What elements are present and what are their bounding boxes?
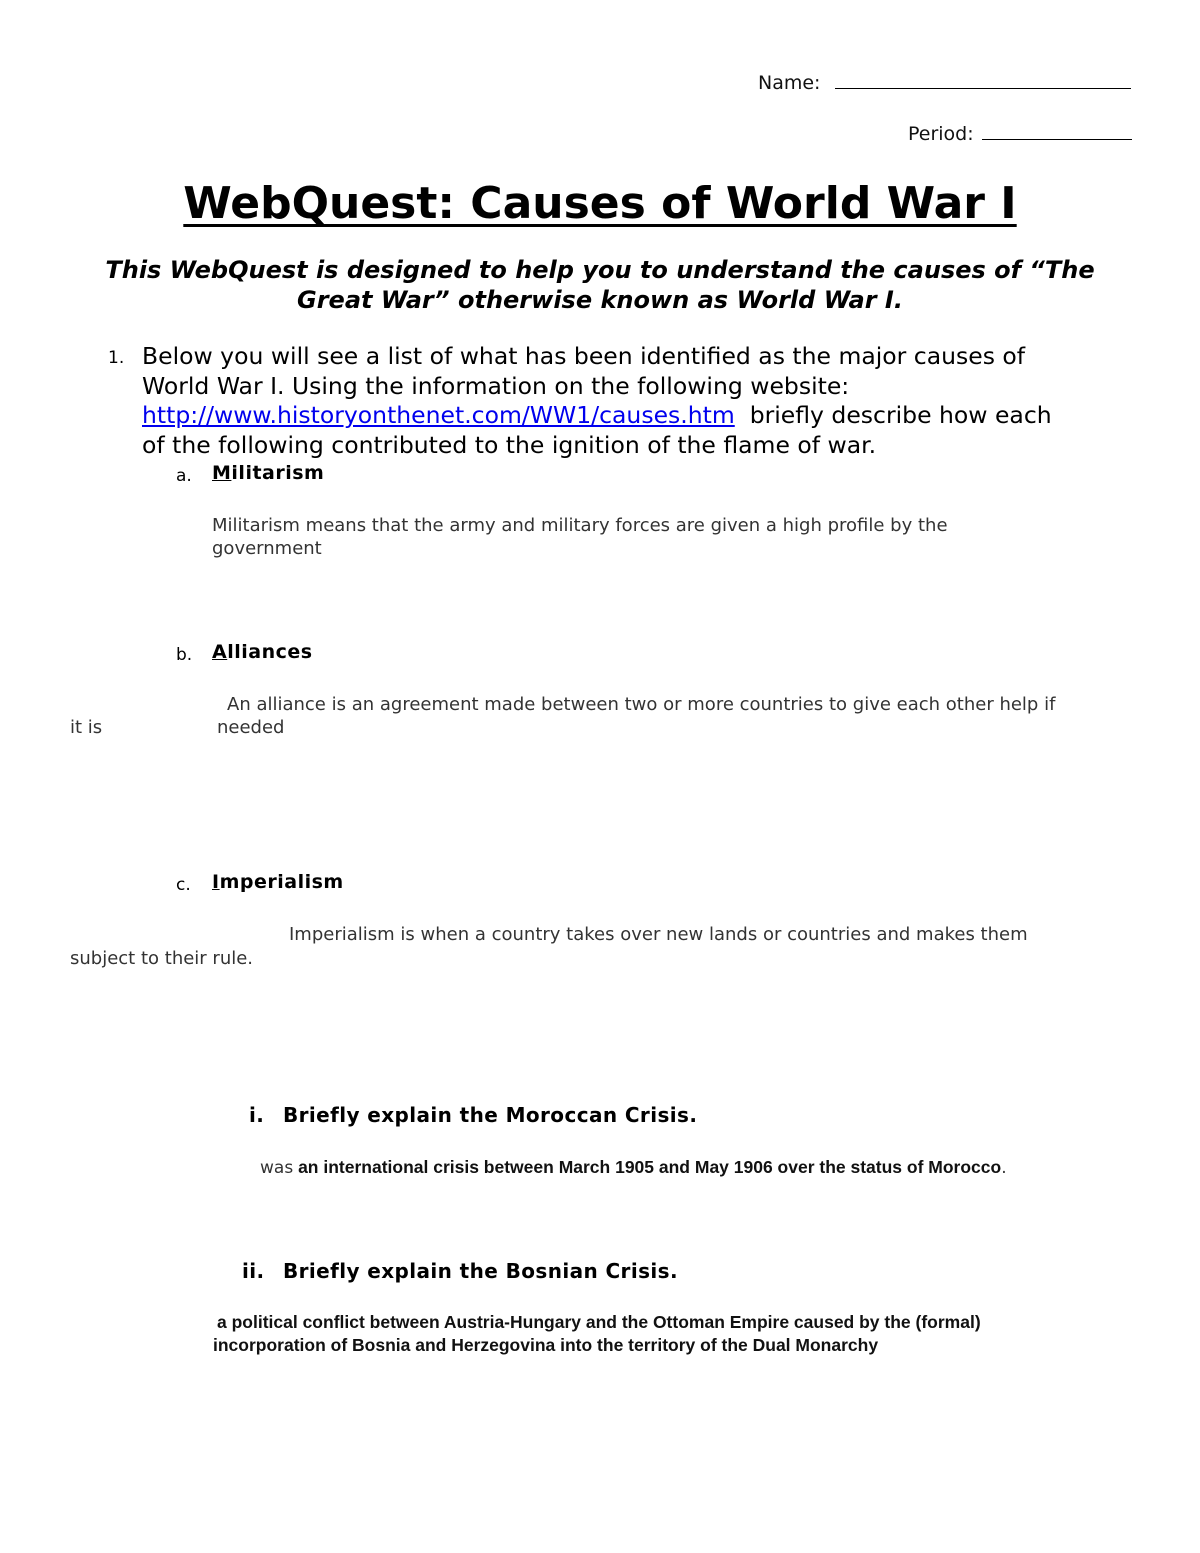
name-blank-line[interactable] — [835, 87, 1131, 89]
item-c-answer-line-1[interactable]: Imperialism is when a country takes over new lands or countries and makes them — [289, 924, 1028, 945]
subquestion-ii-answer-line-2: incorporation of Bosnia and Herzegovina into the territory of the Dual Monarchy — [213, 1335, 879, 1355]
website-link[interactable]: http://www.historyonthenet.com/WW1/causes.htm — [142, 401, 735, 429]
item-a-answer-line-2: government — [212, 538, 322, 559]
subquestion-ii-numeral: ii. — [242, 1259, 265, 1283]
item-c-letter: c. — [176, 875, 191, 895]
subquestion-i-numeral: i. — [249, 1103, 265, 1127]
intro-text — [60, 255, 1140, 315]
question-1-line-1: Below you will see a list of what has been identified as the major causes of — [142, 342, 1026, 370]
item-a-letter: a. — [176, 466, 192, 486]
question-1-after-link: briefly describe how each — [734, 401, 1052, 429]
name-label: Name: — [758, 72, 821, 94]
question-1-text — [142, 342, 1142, 460]
item-b-answer-line-2-right: needed — [217, 717, 285, 738]
item-c-answer-line-2: subject to their rule. — [70, 948, 254, 969]
item-b-label — [212, 641, 313, 663]
period-label: Period: — [908, 123, 974, 145]
item-b-label-first: A — [212, 641, 228, 663]
subquestion-i-answer-prefix: was — [260, 1158, 294, 1178]
question-1-number: 1. — [108, 348, 125, 368]
subquestion-i-answer-text: an international crisis between March 1905 and May 1906 over the status of Morocco — [298, 1157, 1002, 1177]
item-a-label-first: M — [212, 462, 232, 484]
question-1-line-2: World War I. Using the information on the following website: — [142, 371, 850, 400]
intro-line-2: Great War” otherwise known as World War I. — [297, 286, 903, 314]
period-field — [908, 123, 1132, 145]
item-a-label-rest: ilitarism — [231, 462, 325, 484]
question-1-line-3 — [142, 401, 1142, 431]
item-c-label-rest: mperialism — [219, 871, 344, 893]
name-field — [758, 72, 1131, 94]
item-a-label — [212, 462, 324, 484]
intro-line-1: This WebQuest is designed to help you to understand the causes of “The — [105, 256, 1095, 284]
item-b-answer-line-1[interactable]: An alliance is an agreement made between two or more countries to give each other help if — [227, 694, 1056, 715]
item-c-label — [212, 871, 344, 893]
period-blank-line[interactable] — [982, 138, 1132, 140]
item-a-answer[interactable] — [212, 514, 1112, 560]
question-1-line-4: of the following contributed to the ignition of the flame of war. — [142, 430, 877, 459]
subquestion-i-text: Briefly explain the Moroccan Crisis. — [283, 1103, 698, 1127]
item-b-letter: b. — [176, 645, 193, 665]
subquestion-ii-answer[interactable] — [213, 1311, 981, 1357]
subquestion-i-answer[interactable] — [260, 1156, 1007, 1180]
subquestion-ii-answer-line-1: a political conflict between Austria-Hungary and the Ottoman Empire caused by the (formal) — [217, 1312, 981, 1332]
item-b-label-rest: lliances — [227, 641, 313, 663]
item-a-answer-line-1: Militarism means that the army and military forces are given a high profile by the — [212, 515, 948, 536]
subquestion-ii-text: Briefly explain the Bosnian Crisis. — [283, 1259, 678, 1283]
item-c-label-first: I — [212, 871, 220, 893]
subquestion-i-answer-suffix: . — [1001, 1158, 1007, 1178]
page-title: WebQuest: Causes of World War I — [183, 178, 1017, 229]
item-b-answer-line-2-left: it is — [70, 717, 103, 738]
